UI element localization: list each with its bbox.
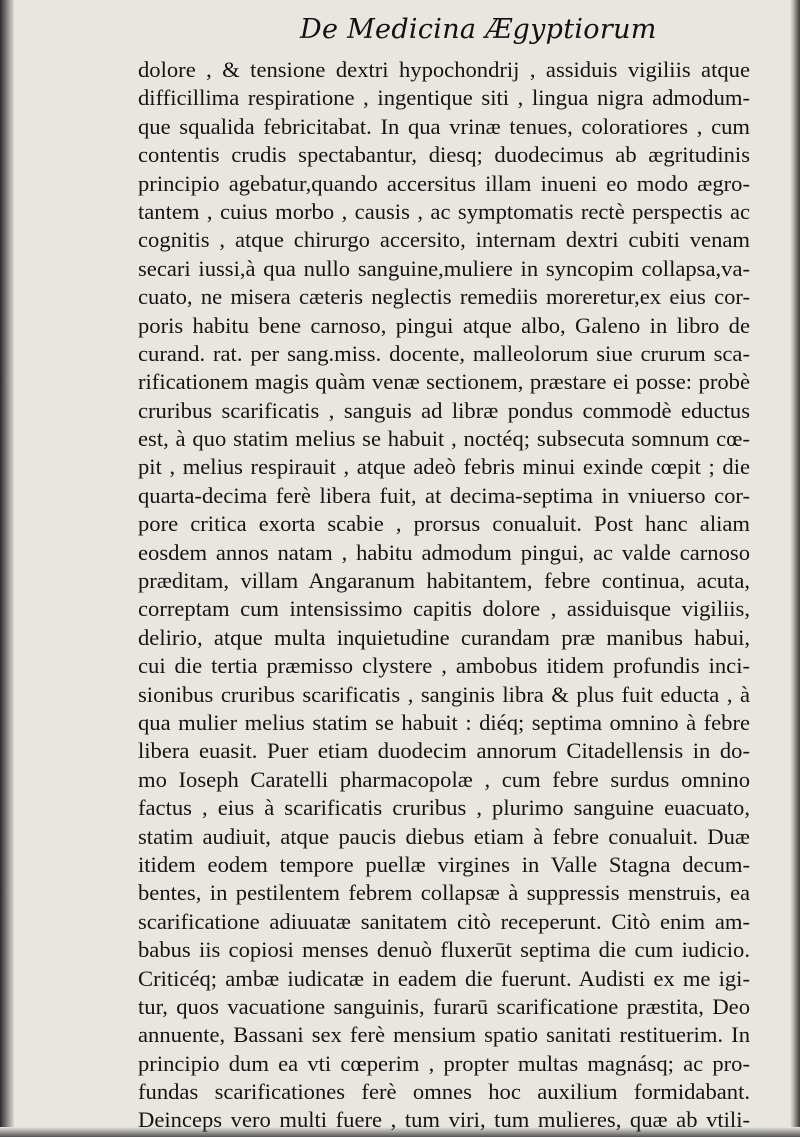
text-line: rificationem magis quàm venæ sectionem, præstare ei posse: probè <box>138 369 750 395</box>
page-edge-shadow <box>790 0 800 1137</box>
text-line: cuato, ne misera cæteris neglectis remediis moreretur,ex eius cor- <box>138 284 750 310</box>
text-line: bentes, in pestilentem febrem collapsæ à suppressis menstruis, ea <box>138 880 750 906</box>
text-line: pore critica exorta scabie , prorsus conualuit. Post hanc aliam <box>138 511 750 537</box>
text-line: factus , eius à scarificatis cruribus , plurimo sanguine euacuato, <box>138 795 750 821</box>
body-text <box>138 56 750 1135</box>
text-line: est, à quo statim melius se habuit , noctéq; subsecuta somnum cœ- <box>138 426 750 452</box>
text-line: annuente, Bassani sex ferè mensium spatio sanitati restituerim. In <box>138 1022 750 1048</box>
text-line: scarificatione adiuuatæ sanitatem citò receperunt. Citò enim am- <box>138 908 750 934</box>
text-line: delirio, atque multa inquietudine curandam præ manibus habui, <box>138 624 750 650</box>
text-line: eosdem annos natam , habitu admodum pingui, ac valde carnoso <box>138 539 750 565</box>
text-line: pit , melius respirauit , atque adeò febris minui exinde cœpit ; die <box>138 454 750 480</box>
text-line: Deinceps vero multi fuere , tum viri, tum mulieres, quæ ab vtili- <box>138 1107 750 1133</box>
text-line: cruribus scarificatis , sanguis ad libræ pondus commodè eductus <box>138 397 750 423</box>
text-line: Criticéq; ambæ iudicatæ in eadem die fuerunt. Audisti ex me igi- <box>138 965 750 991</box>
text-line: libera euasit. Puer etiam duodecim annorum Citadellensis in do- <box>138 738 750 764</box>
text-line: mo Ioseph Caratelli pharmacopolæ , cum febre surdus omnino <box>138 766 750 792</box>
text-line: babus iis copiosi menses denuò fluxerūt septima die cum iudicio. <box>138 937 750 963</box>
text-line: dolore , & tensione dextri hypochondrij , assiduis vigiliis atque <box>138 57 750 82</box>
text-line: cognitis , atque chirurgo accersito, internam dextri cubiti venam <box>138 227 750 253</box>
text-line: correptam cum intensissimo capitis dolore , assiduisque vigiliis, <box>138 596 750 622</box>
running-title: De Medicina Ægyptiorum <box>300 14 657 45</box>
text-line: fundas scarificationes ferè omnes hoc auxilium formidabant. <box>138 1079 750 1105</box>
text-line: cui die tertia præmisso clystere , ambobus itidem profundis inci- <box>138 653 750 679</box>
text-line: sionibus cruribus scarificatis , sanginis libra & plus fuit educta , à <box>138 681 750 707</box>
text-line: que squalida febricitabat. In qua vrinæ tenues, coloratiores , cum <box>138 113 750 139</box>
text-line: tantem , cuius morbo , causis , ac symptomatis rectè perspectis ac <box>138 198 750 224</box>
text-line: secari iussi,à qua nullo sanguine,muliere in syncopim collapsa,va- <box>138 255 750 281</box>
text-line: statim audiuit, atque paucis diebus etiam à febre conualuit. Duæ <box>138 823 750 849</box>
text-line: tur, quos vacuatione sanguinis, furarū scarificatione præstita, Deo <box>138 993 750 1019</box>
text-line: curand. rat. per sang.miss. docente, malleolorum siue crurum sca- <box>138 340 750 366</box>
text-line: itidem eodem tempore puellæ virgines in Valle Stagna decum- <box>138 851 750 877</box>
text-line: principio agebatur,quando accersitus illam inueni eo modo ægro- <box>138 170 750 196</box>
text-line: difficillima respiratione , ingentique siti , lingua nigra admodum- <box>138 85 750 111</box>
text-line: præditam, villam Angaranum habitantem, febre continua, acuta, <box>138 568 750 594</box>
text-line: principio dum ea vti cœperim , propter multas magnásq; ac pro- <box>138 1050 750 1076</box>
text-line: poris habitu bene carnoso, pingui atque albo, Galeno in libro de <box>138 312 750 338</box>
text-line: quarta-decima ferè libera fuit, at decima-septima in vniuerso cor- <box>138 482 750 508</box>
page-gutter-shadow <box>0 0 14 1137</box>
text-line: qua mulier melius statim se habuit : diéq; septima omnino à febre <box>138 709 750 735</box>
text-line: contentis crudis spectabantur, diesq; duodecimus ab ægritudinis <box>138 142 750 168</box>
